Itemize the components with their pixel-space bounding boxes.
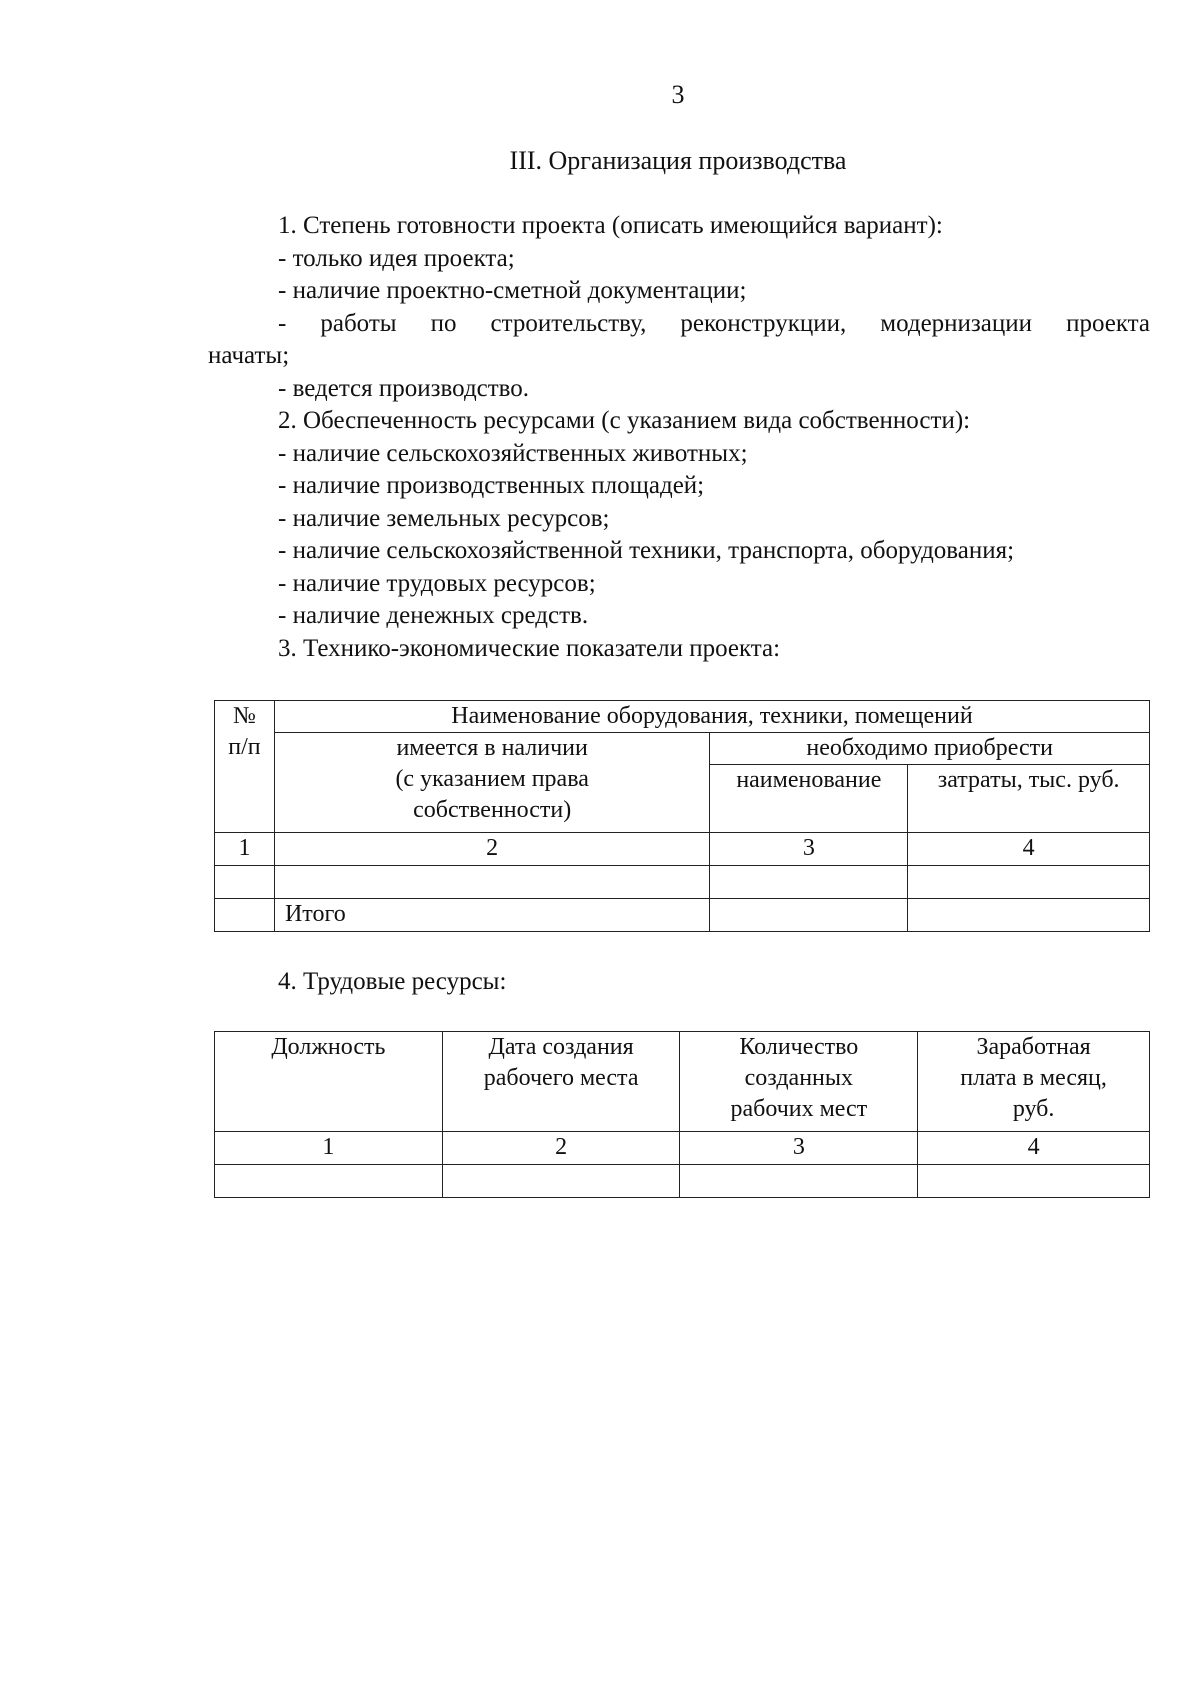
list-item: - наличие сельскохозяйственных животных;: [278, 439, 748, 467]
total-label: Итого: [274, 899, 709, 932]
paragraph-labor: 4. Трудовые ресурсы:: [278, 968, 507, 995]
labor-table: [214, 1031, 1150, 1198]
list-item: - наличие производственных площадей;: [278, 472, 705, 499]
list-item: - наличие проектно-сметной документации;: [278, 277, 747, 304]
list-item-continuation: начаты;: [208, 342, 290, 369]
list-item: - наличие трудовых ресурсов;: [278, 569, 596, 597]
list-item: - работы по строительству, реконструкции, модернизации проекта: [278, 309, 1150, 337]
table-row-total: [215, 899, 1150, 932]
header-name: наименование: [710, 765, 908, 833]
header-need: необходимо приобрести: [710, 733, 1150, 765]
table-row: [215, 1165, 1150, 1198]
list-item: - наличие денежных средств.: [278, 602, 589, 629]
paragraph-indicators: 3. Технико-экономические показатели проекта:: [278, 634, 781, 662]
section-title: III. Организация производства: [509, 146, 847, 175]
header-date: Дата создания рабочего места: [442, 1032, 680, 1132]
list-item: - только идея проекта;: [278, 244, 515, 272]
list-item: - наличие сельскохозяйственной техники, транспорта, оборудования;: [278, 537, 1015, 564]
paragraph-resources: 2. Обеспеченность ресурсами (с указанием вида собственности):: [278, 407, 971, 434]
page-number: 3: [671, 80, 685, 109]
header-number: № п/п: [215, 701, 275, 833]
body-text: [208, 210, 1150, 665]
paragraph-readiness: 1. Степень готовности проекта (описать имеющийся вариант):: [278, 212, 943, 239]
header-salary: Заработная плата в месяц, руб.: [918, 1032, 1150, 1132]
header-cost: затраты, тыс. руб.: [908, 765, 1150, 833]
list-item: - ведется производство.: [278, 374, 530, 402]
equipment-table: [214, 700, 1150, 932]
table-row: 1 2 3 4: [215, 1132, 1150, 1165]
table-row: [215, 866, 1150, 899]
header-count: Количество созданных рабочих мест: [680, 1032, 918, 1132]
header-available: имеется в наличии (с указанием права собственности): [274, 733, 709, 833]
list-item: - наличие земельных ресурсов;: [278, 504, 610, 532]
header-group: Наименование оборудования, техники, помещений: [274, 701, 1149, 733]
header-position: Должность: [215, 1032, 443, 1132]
table-row: 1 2 3 4: [215, 833, 1150, 866]
